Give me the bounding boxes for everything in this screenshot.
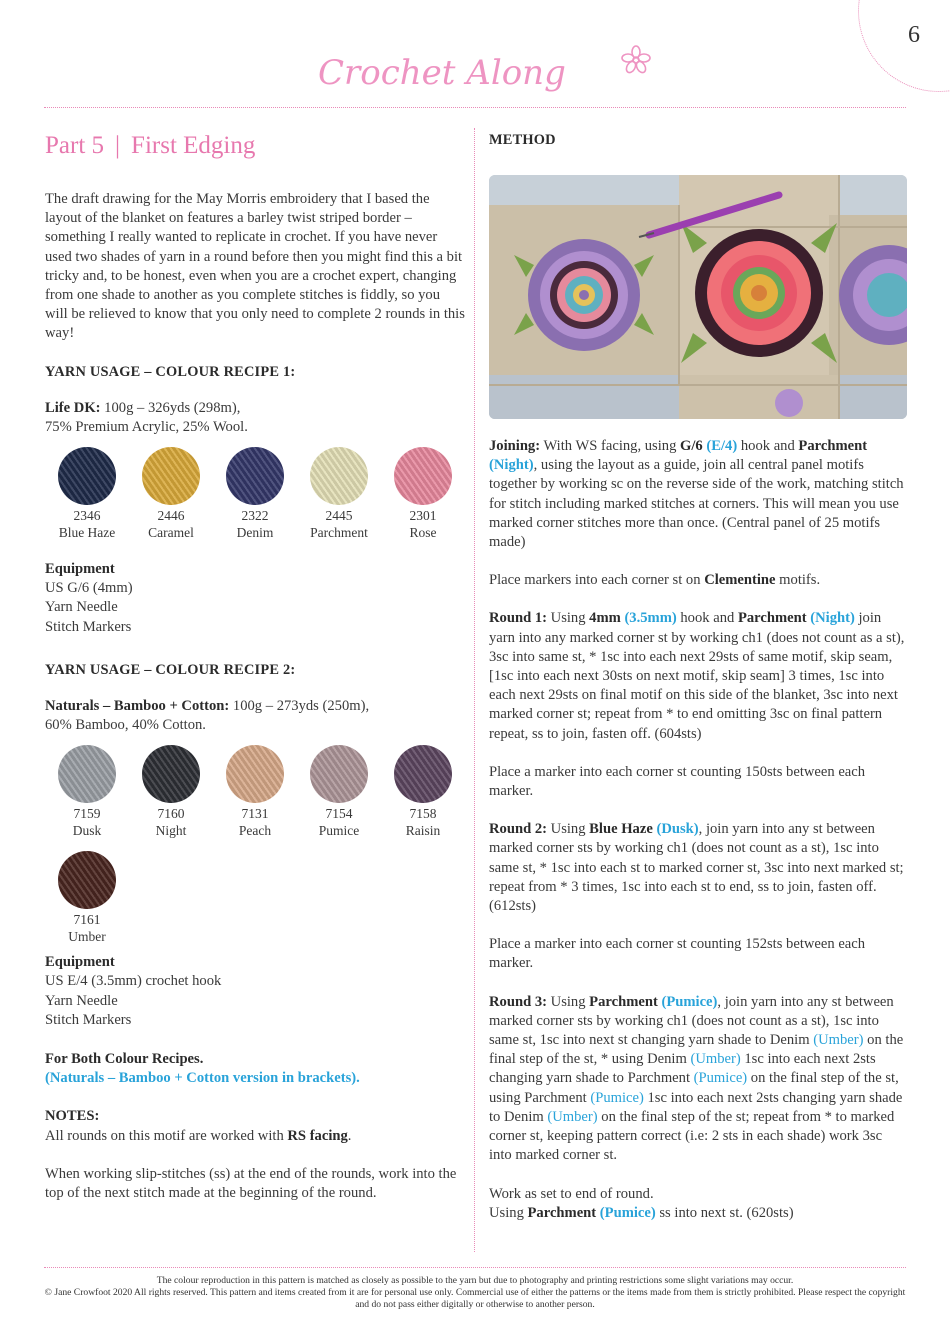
- recipe1-swatch: [129, 447, 213, 541]
- recipe2-swatch: [297, 745, 381, 839]
- yarn-colour-circle: [394, 745, 452, 803]
- equipment-item: Stitch Markers: [45, 1011, 132, 1028]
- column-divider: [474, 128, 475, 1252]
- yarn-name: Caramel: [148, 525, 194, 541]
- recipe2-swatch: [45, 851, 129, 945]
- crochet-photo-illustration: [489, 175, 907, 419]
- yarn-code: 2322: [241, 508, 269, 524]
- recipe2-swatch: [381, 745, 465, 839]
- equipment-item: Yarn Needle: [45, 992, 118, 1009]
- footer-copyright: © Jane Crowfoot 2020 All rights reserved. This pattern and items created from it are for personal use only. Commercial use of either the patterns or the items made from them is strictly prohibited. Please respect the copyright and do not pass either digitally or otherwise to another person.: [44, 1287, 906, 1310]
- yarn-name: Parchment: [310, 525, 368, 541]
- recipe1-swatches: [45, 447, 465, 541]
- recipe1-swatch: [381, 447, 465, 541]
- crochet-along-logo: [318, 38, 658, 108]
- page-title: [45, 132, 465, 170]
- round3-paragraph: Round 3: Using Parchment (Pumice), join yarn into any st between marked corner sts by working ch1 (does not count as a st), 1sc into same st, 1sc into next st changing yarn shade to Denim (Umber) on the final step of the st, * using Denim (Umber) 1sc into each next 2sts changing yarn shade to Parchment (Pumice) on the final step of the st, using Parchment (Pumice) 1sc into each next 2sts changing yarn shade to Denim (Umber) on the final step of the st; repeat from * to marked corner st, keeping pattern correct (i.e: 2 sts in each shade) work 3sc into marked corner st.: [489, 993, 904, 1164]
- yarn-code: 2446: [157, 508, 185, 524]
- crochet-photo: [489, 175, 907, 419]
- page-number: 6: [908, 22, 920, 48]
- recipe2-equipment-heading: Equipment: [45, 954, 115, 971]
- yarn-colour-circle: [58, 851, 116, 909]
- yarn-name: Blue Haze: [58, 525, 116, 541]
- yarn-name: Umber: [68, 929, 106, 945]
- yarn-colour-circle: [394, 447, 452, 505]
- recipe1-equipment-list: [45, 579, 465, 637]
- yarn-code: 7159: [73, 806, 101, 822]
- both-recipes-heading: For Both Colour Recipes.: [45, 1051, 204, 1068]
- round1-paragraph: Round 1: Using 4mm (3.5mm) hook and Parchment (Night) join yarn into any marked corner st by working ch1 (does not count as a st), 3sc into same st, * 1sc into each next 29sts of same motif, skip seam, [1sc into each next 30sts on next motif, skip seam] 3 times, 1sc into each next 29sts on final motif on this side of the blanket, 3sc into next marked corner st; repeat from * to end omitting 3sc on final pattern repeat, ss to join, fasten off. (604sts): [489, 610, 905, 742]
- yarn-name: Rose: [409, 525, 437, 541]
- yarn-colour-circle: [310, 745, 368, 803]
- place-markers-2: Place a marker into each corner st counting 150sts between each marker.: [489, 763, 866, 800]
- recipe2-yarn: [45, 697, 465, 735]
- recipe1-yarn-name: Life DK:: [45, 399, 101, 416]
- yarn-name: Peach: [238, 823, 272, 839]
- recipe1-heading: YARN USAGE – COLOUR RECIPE 1:: [45, 363, 296, 380]
- yarn-name: Raisin: [405, 823, 441, 839]
- logo-text: Crochet Along: [318, 53, 566, 93]
- place-markers-3: Place a marker into each corner st counting 152sts between each marker.: [489, 936, 866, 972]
- page-corner-arc: [858, 0, 950, 92]
- recipe2-yarn-detail: 100g – 273yds (250m),: [229, 697, 370, 714]
- yarn-colour-circle: [142, 447, 200, 505]
- left-column: [45, 128, 465, 1203]
- place-markers-1: Place markers into each corner st on Clementine motifs.: [489, 572, 821, 589]
- recipe1-yarn-detail2: 75% Premium Acrylic, 25% Wool.: [45, 418, 248, 435]
- equipment-item: US G/6 (4mm): [45, 580, 133, 597]
- recipe1-yarn: [45, 399, 465, 437]
- recipe2-swatch: [129, 745, 213, 839]
- yarn-name: Night: [155, 823, 187, 839]
- yarn-colour-circle: [226, 745, 284, 803]
- yarn-name: Denim: [236, 525, 274, 541]
- recipe1-swatch: [213, 447, 297, 541]
- notes-line2: When working slip-stitches (ss) at the end of the rounds, work into the top of the next stitch made at the beginning of the round.: [45, 1165, 457, 1202]
- recipe2-yarn-detail2: 60% Bamboo, 40% Cotton.: [45, 717, 206, 734]
- round2-paragraph: Round 2: Using Blue Haze (Dusk), join yarn into any st between marked corner sts by working ch1 (does not count as a st), 1sc into same st, * 1sc into each st to marked corner st, 3sc into next marked st; repeat from * 3 times, 1sc into each st to end, ss to join, fasten off. (612sts): [489, 821, 904, 915]
- right-column: [489, 128, 907, 1223]
- recipe2-yarn-name: Naturals – Bamboo + Cotton:: [45, 697, 230, 714]
- recipe2-heading: YARN USAGE – COLOUR RECIPE 2:: [45, 661, 296, 678]
- recipe1-swatch: [45, 447, 129, 541]
- joining-paragraph: Joining: With WS facing, using G/6 (E/4) hook and Parchment (Night), using the layout as a guide, join all central panel motifs together by working sc on the reverse side of the work, matching stitch for stitch including marked stitches at corners. This will mean you use marked corner stitches more than once. (Central panel of 25 motifs made): [489, 438, 904, 551]
- end-line-2: Using Parchment (Pumice) ss into next st. (620sts): [489, 1204, 794, 1221]
- notes-line1: All rounds on this motif are worked with RS facing.: [45, 1127, 352, 1144]
- method-heading: METHOD: [489, 132, 556, 148]
- yarn-colour-circle: [58, 447, 116, 505]
- yarn-code: 2445: [325, 508, 353, 524]
- yarn-colour-circle: [58, 745, 116, 803]
- notes-heading: NOTES:: [45, 1108, 100, 1125]
- yarn-name: Pumice: [318, 823, 360, 839]
- recipe2-swatch: [213, 745, 297, 839]
- yarn-name: Dusk: [72, 823, 102, 839]
- yarn-colour-circle: [310, 447, 368, 505]
- yarn-code: 7160: [157, 806, 185, 822]
- equipment-item: Stitch Markers: [45, 618, 132, 635]
- footer-colour-note: The colour reproduction in this pattern is matched as closely as possible to the yarn but due to photography and printing restrictions some slight variations may occur.: [156, 1275, 794, 1286]
- header-divider: [44, 107, 906, 108]
- equipment-item: Yarn Needle: [45, 599, 118, 616]
- flower-icon: [622, 46, 650, 74]
- recipe1-swatch: [297, 447, 381, 541]
- both-recipes-note: (Naturals – Bamboo + Cotton version in brackets).: [45, 1070, 360, 1087]
- yarn-code: 2346: [73, 508, 101, 524]
- yarn-code: 7158: [409, 806, 437, 822]
- end-line-1: Work as set to end of round.: [489, 1185, 654, 1202]
- yarn-code: 2301: [409, 508, 437, 524]
- recipe1-equipment-heading: Equipment: [45, 561, 115, 578]
- yarn-colour-circle: [226, 447, 284, 505]
- part-title: First Edging: [131, 132, 256, 159]
- yarn-code: 7131: [241, 806, 269, 822]
- recipe2-swatch: [45, 745, 129, 839]
- footer-divider: [44, 1267, 906, 1268]
- title-separator: |: [115, 132, 121, 159]
- footer: [44, 1275, 906, 1311]
- recipe2-swatches: [45, 745, 465, 945]
- recipe2-equipment-list: [45, 972, 465, 1030]
- yarn-code: 7154: [325, 806, 353, 822]
- part-label: Part 5: [45, 132, 105, 159]
- yarn-code: 7161: [73, 912, 101, 928]
- equipment-item: US E/4 (3.5mm) crochet hook: [45, 973, 222, 990]
- yarn-colour-circle: [142, 745, 200, 803]
- intro-paragraph: The draft drawing for the May Morris embroidery that I based the layout of the blanket on features a barley twist striped border – something I really wanted to replicate in crochet. If you have never used two shades of yarn in a round before then you might find this a bit tricky and, to be honest, even when you are a crochet expert, changing from one shade to another as you complete stitches is fiddly, so you will be relieved to know that you only need to complete 2 rounds in this way!: [45, 191, 465, 342]
- recipe1-yarn-detail: 100g – 326yds (298m),: [100, 399, 241, 416]
